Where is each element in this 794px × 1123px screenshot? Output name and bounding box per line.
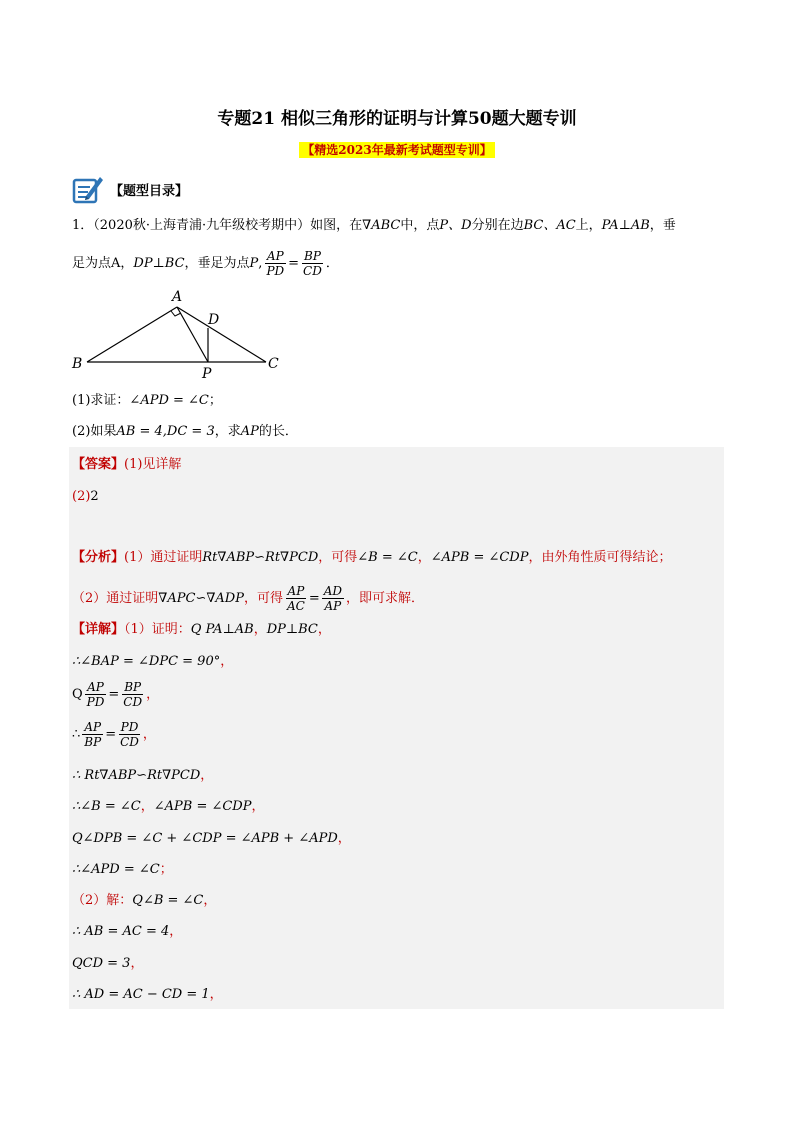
- answer-value: 2: [90, 489, 99, 504]
- fraction-numerator: BP: [124, 680, 142, 694]
- math-expr: Q PA⊥AB: [190, 622, 254, 637]
- detail-line-3: [72, 680, 159, 709]
- question-text: 上，: [575, 218, 602, 233]
- answer-text: (1)见详解: [124, 457, 182, 472]
- math-expr: ∴∠B = ∠C: [72, 799, 141, 814]
- math-expr: Q: [72, 687, 83, 702]
- question-text: 分别在边: [471, 218, 524, 233]
- math-expr: PA⊥AB: [601, 218, 650, 233]
- fraction-denominator: CD: [303, 264, 322, 278]
- detail-text: ，: [169, 924, 183, 939]
- analysis-text: ，可得: [243, 591, 283, 606]
- detail-text: ，: [142, 727, 156, 742]
- question-line-2: [72, 249, 339, 278]
- detail-line-8: [72, 860, 173, 880]
- detail-text: ，: [203, 893, 217, 908]
- fraction: [121, 680, 144, 709]
- label-d: D: [208, 312, 220, 328]
- question-source: （2020秋·上海青浦·九年级校考期中）: [93, 218, 311, 233]
- equals-sign: =: [308, 591, 320, 606]
- triangle-figure: [70, 288, 290, 380]
- math-expr: AB = 4,DC = 3: [116, 424, 215, 439]
- math-expr: ∠B = ∠C: [357, 550, 418, 565]
- answer-text: (2): [72, 489, 91, 504]
- detail-text: ，: [146, 687, 160, 702]
- equals-sign: =: [108, 687, 120, 702]
- math-expr: Q∠DPB = ∠C + ∠CDP = ∠APB + ∠APD: [72, 831, 338, 846]
- math-expr: ∇ABC: [362, 218, 401, 233]
- fraction-denominator: CD: [123, 695, 143, 709]
- fraction-denominator: PD: [266, 264, 285, 278]
- detail-text: ，: [140, 799, 154, 814]
- question-part-2: [72, 422, 298, 442]
- analysis-text: ，可得: [318, 550, 358, 565]
- detail-text: ；: [159, 862, 173, 877]
- toc-heading: [72, 174, 188, 204]
- subtitle-banner: [0, 141, 794, 158]
- detail-text: ，: [251, 799, 265, 814]
- detail-line-1: [72, 620, 331, 640]
- fraction-numerator: AP: [84, 720, 102, 734]
- segment-ac: [177, 307, 266, 362]
- detail-label: 【详解】: [72, 622, 125, 637]
- fraction: [85, 680, 107, 709]
- math-expr: ∴∠BAP = ∠DPC = 90°: [72, 654, 221, 669]
- math-expr: ∴: [72, 727, 81, 742]
- analysis-text: ，由外角性质可得结论；: [528, 550, 672, 565]
- fraction-numerator: AP: [266, 249, 284, 263]
- detail-line-10: [72, 922, 182, 942]
- analysis-label: 【分析】: [72, 550, 125, 565]
- fraction: [285, 584, 307, 613]
- notepad-pencil-icon: [72, 174, 104, 204]
- fraction: [82, 720, 103, 749]
- analysis-line-2: [72, 584, 424, 613]
- fraction: [264, 249, 286, 278]
- question-part-1: [72, 391, 222, 411]
- question-line-1: [72, 216, 676, 236]
- fraction-numerator: AD: [323, 584, 343, 598]
- math-expr: P、D: [439, 218, 472, 233]
- math-expr: QCD = 3: [72, 956, 131, 971]
- question-text: 足为点A，: [72, 256, 134, 271]
- detail-line-4: [72, 720, 156, 749]
- answer-line-1: [72, 455, 181, 475]
- fraction-denominator: AP: [324, 599, 342, 613]
- math-expr: ∠APD = ∠C: [129, 393, 209, 408]
- part-text: ，求: [214, 424, 241, 439]
- question-text: 如图，在: [310, 218, 363, 233]
- fraction: [322, 584, 344, 613]
- detail-line-5: [72, 766, 213, 786]
- detail-line-9: [72, 891, 216, 911]
- math-expr: ∴ AD = AC − CD = 1: [72, 987, 210, 1002]
- fraction: [118, 720, 141, 749]
- detail-text: ，: [200, 768, 214, 783]
- label-a: A: [172, 289, 183, 305]
- math-expr: ∴∠APD = ∠C: [72, 862, 160, 877]
- analysis-text: ，即可求解．: [346, 591, 425, 606]
- math-expr: P: [249, 256, 259, 271]
- analysis-text: ，: [417, 550, 431, 565]
- question-number: 1．: [72, 218, 94, 233]
- fraction-numerator: BP: [304, 249, 321, 263]
- detail-line-11: [72, 954, 143, 974]
- fraction-numerator: PD: [120, 720, 139, 734]
- page-title: 专题21 相似三角形的证明与计算50题大题专训: [217, 109, 577, 129]
- detail-text: ，: [209, 987, 223, 1002]
- question-text: 中，点: [400, 218, 440, 233]
- analysis-text: （2）通过证明: [72, 591, 159, 606]
- fraction-numerator: AP: [87, 680, 104, 694]
- analysis-text: (1）通过证明: [124, 550, 203, 565]
- fraction-denominator: BP: [84, 735, 102, 749]
- part-text: (2)如果: [72, 424, 117, 439]
- math-expr: DP⊥BC: [266, 622, 318, 637]
- detail-text: ，: [220, 654, 234, 669]
- part-text: 的长．: [258, 424, 298, 439]
- segment-ap: [177, 307, 208, 362]
- detail-line-2: [72, 652, 233, 672]
- math-expr: AP: [240, 424, 259, 439]
- label-p: P: [202, 366, 212, 380]
- question-text: ，垂: [649, 218, 676, 233]
- fraction-denominator: AC: [286, 599, 305, 613]
- math-expr: DP⊥BC: [133, 256, 185, 271]
- question-text: ，垂足为点: [184, 256, 250, 271]
- question-text: ,: [258, 256, 263, 271]
- math-expr: Rt∇ABP∽Rt∇PCD: [202, 550, 319, 565]
- math-expr: ∴ AB = AC = 4: [72, 924, 170, 939]
- equals-sign: =: [288, 256, 300, 271]
- math-expr: Q∠B = ∠C: [132, 893, 204, 908]
- fraction-denominator: PD: [86, 695, 105, 709]
- question-text: ．: [325, 256, 339, 271]
- detail-line-12: [72, 985, 223, 1005]
- detail-line-7: [72, 829, 351, 849]
- segment-ab: [87, 307, 177, 362]
- detail-line-6: [72, 797, 265, 817]
- detail-text: ，: [317, 622, 331, 637]
- analysis-line-1: [72, 548, 672, 568]
- detail-text: ，: [253, 622, 267, 637]
- fraction-numerator: AP: [287, 584, 305, 598]
- label-b: B: [72, 356, 83, 372]
- part-text: (1)求证：: [72, 393, 130, 408]
- detail-text: ，: [130, 956, 144, 971]
- toc-label: 【题型目录】: [110, 183, 189, 199]
- label-c: C: [268, 356, 279, 372]
- fraction: [301, 249, 324, 278]
- answer-label: 【答案】: [72, 457, 125, 472]
- math-expr: ∠APB = ∠CDP: [430, 550, 529, 565]
- detail-text: （2）解：: [72, 893, 133, 908]
- fraction-denominator: CD: [120, 735, 139, 749]
- answer-line-2: [72, 487, 99, 507]
- math-expr: ∴ Rt∇ABP∽Rt∇PCD: [72, 768, 201, 783]
- math-expr: BC、AC: [523, 218, 576, 233]
- detail-text: （1）证明：: [124, 622, 191, 637]
- math-expr: ∠APB = ∠CDP: [153, 799, 252, 814]
- equals-sign: =: [105, 727, 117, 742]
- subtitle-text: 【精选2023年最新考试题型专训】: [299, 142, 494, 158]
- detail-text: ，: [337, 831, 351, 846]
- part-text: ；: [208, 393, 222, 408]
- math-expr: ∇APC∽∇ADP: [158, 591, 244, 606]
